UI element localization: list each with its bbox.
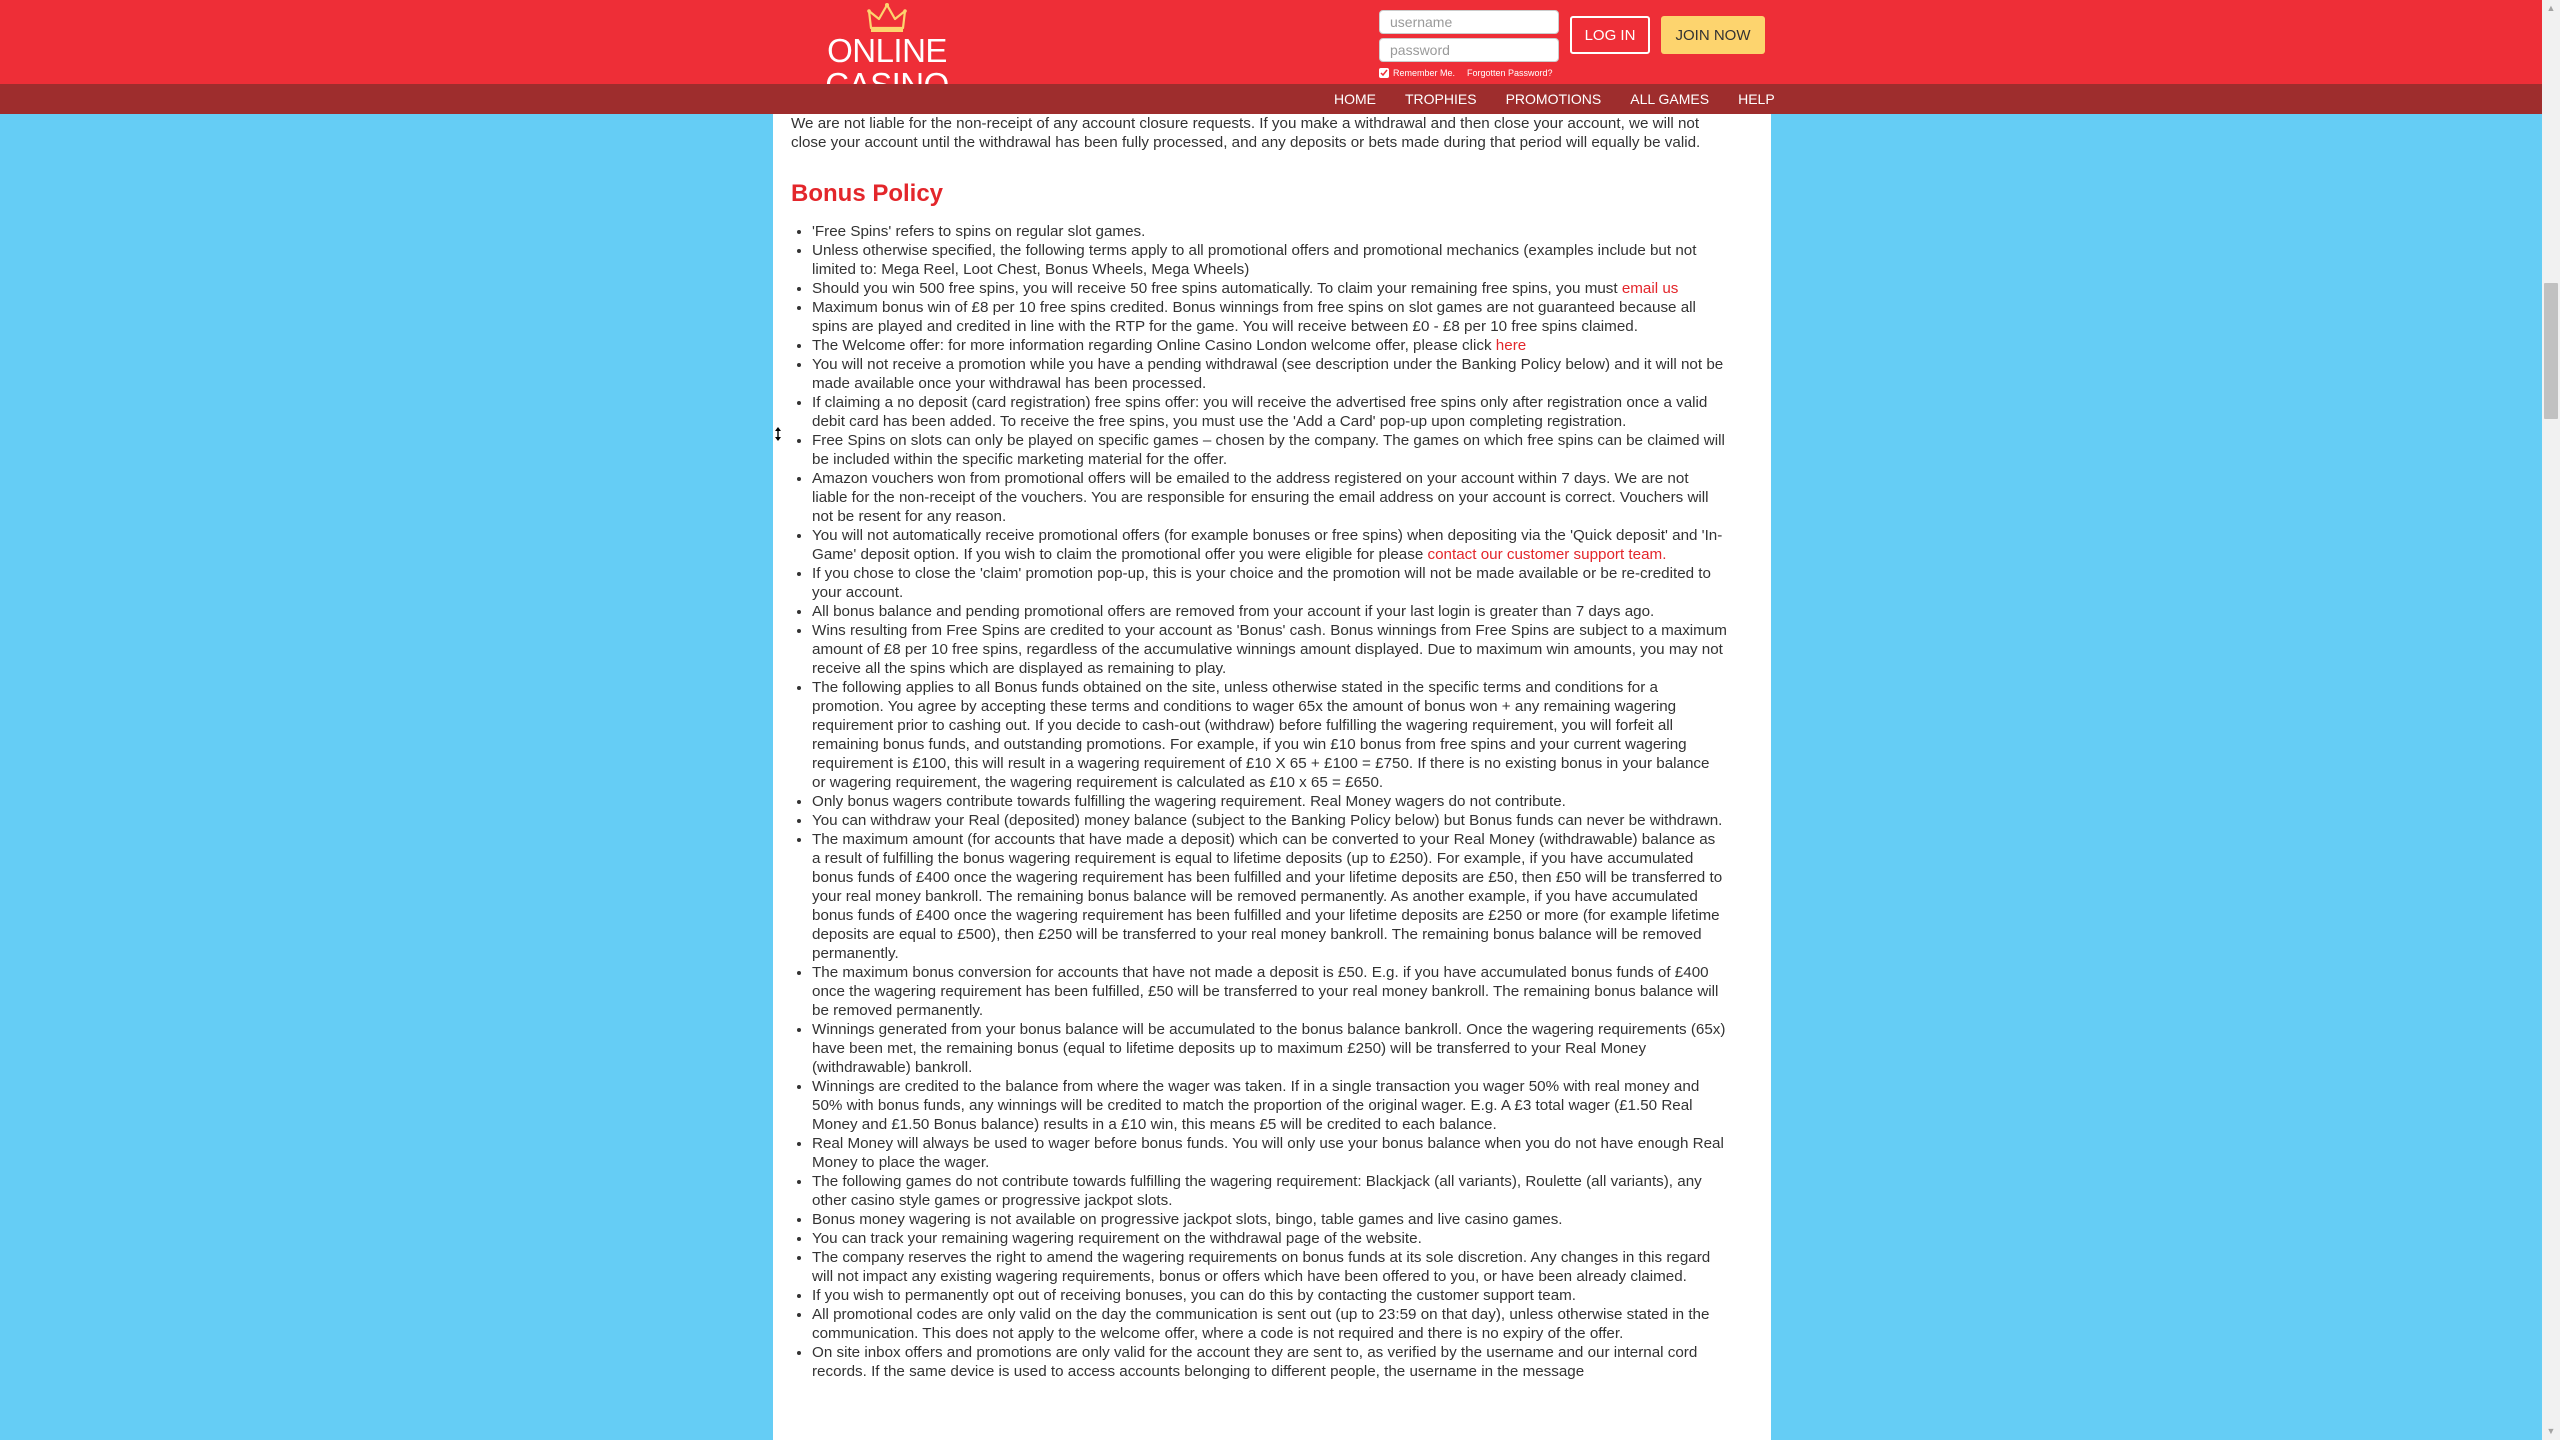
bonus-policy-item-link[interactable]: here	[1495, 337, 1527, 354]
bonus-policy-item	[812, 811, 1727, 830]
logo-brand-text: ONLINE	[827, 32, 947, 69]
nav-promotions[interactable]: PROMOTIONS	[1505, 91, 1602, 107]
crown-icon	[865, 2, 909, 34]
bonus-policy-item	[812, 1210, 1727, 1229]
scroll-up-arrow-icon[interactable]: ▲	[2546, 4, 2556, 14]
site-header	[0, 0, 2542, 84]
bonus-policy-item	[812, 602, 1727, 621]
forgot-password-link[interactable]: Forgotten Password?	[1467, 68, 1553, 78]
bonus-policy-item-text: Wins resulting from Free Spins are credited to your account as 'Bonus' cash. Bonus winnings from Free Spins are subject to a maximum amount of £8 per 10 free spins, regardless of the accumulative winnings amount displayed. Due to maximum win amounts, you may not receive all the spins which are displayed as remaining to play.	[812, 622, 1727, 677]
bonus-policy-item-link[interactable]: contact our customer support team.	[1427, 546, 1667, 563]
scroll-down-arrow-icon[interactable]: ▼	[2546, 1427, 2556, 1437]
bonus-policy-item-text: The Welcome offer: for more information regarding Online Casino London welcome offer, please click	[812, 337, 1496, 354]
bonus-policy-item-text: You will not receive a promotion while you have a pending withdrawal (see description under the Banking Policy below) and it will not be made available once your withdrawal has been processed.	[812, 356, 1724, 392]
bonus-policy-item-text: The maximum amount (for accounts that have made a deposit) which can be converted to your Real Money (withdrawable) balance as a result of fulfilling the bonus wagering requirement is equal to lifetime deposits (up to £250). For example, if you have accumulated bonus funds of £400 once the wagering requirement has been fulfilled and your lifetime deposits are £50, then £50 will be transferred to your real money bankroll. The remaining bonus balance will be removed permanently. As another example, if you have accumulated bonus funds of £400 once the wagering requirement has been fulfilled and your lifetime deposits are £250 or more (for example lifetime deposits are equal to £500), then £250 will be transferred to your real money bankroll. The remaining bonus balance will be removed permanently.	[812, 831, 1723, 962]
site-logo[interactable]	[780, 2, 994, 80]
bonus-policy-item-text: The maximum bonus conversion for accounts that have not made a deposit is £50. E.g. if you have accumulated bonus funds of £400 once the wagering requirement has been fulfilled, £50 will be transferred to your real money bankroll. The remaining bonus balance will be removed permanently.	[812, 964, 1719, 1019]
bonus-policy-item	[812, 963, 1727, 1020]
bonus-policy-item	[812, 393, 1727, 431]
bonus-policy-item	[812, 1172, 1727, 1210]
bonus-policy-item-text: If you wish to permanently opt out of receiving bonuses, you can do this by contacting the customer support team.	[812, 1287, 1577, 1304]
resize-cursor-icon	[772, 426, 784, 442]
bonus-policy-item	[812, 1248, 1727, 1286]
bonus-policy-item	[812, 1343, 1727, 1381]
nav-help[interactable]: HELP	[1738, 91, 1775, 107]
bonus-policy-item-text: Only bonus wagers contribute towards fulfilling the wagering requirement. Real Money wagers do not contribute.	[812, 793, 1566, 810]
login-button[interactable]: LOG IN	[1570, 16, 1650, 54]
bonus-policy-item-text: All promotional codes are only valid on the day the communication is sent out (up to 23:59 on that day), unless otherwise stated in the communication. This does not apply to the welcome offer, where a code is not required and there is no expiry of the offer.	[812, 1306, 1710, 1342]
login-form	[1379, 10, 1559, 80]
scrollbar-thumb[interactable]	[2544, 283, 2558, 419]
bonus-policy-item-text: Should you win 500 free spins, you will receive 50 free spins automatically. To claim your remaining free spins, you must	[812, 280, 1622, 297]
vertical-scrollbar[interactable]	[2542, 0, 2560, 1440]
bonus-policy-item	[812, 279, 1727, 298]
bonus-policy-item	[812, 431, 1727, 469]
bonus-policy-item	[812, 222, 1727, 241]
join-now-button[interactable]: JOIN NOW	[1661, 16, 1765, 54]
bonus-policy-item	[812, 241, 1727, 279]
bonus-policy-item-text: You will not automatically receive promotional offers (for example bonuses or free spins) when depositing via the 'Quick deposit' and 'In-Game' deposit option. If you wish to claim the promotional offer you were eligible for please	[812, 527, 1723, 563]
content-panel	[773, 114, 1771, 1440]
bonus-policy-item-text: All bonus balance and pending promotional offers are removed from your account if your last login is greater than 7 days ago.	[812, 603, 1655, 620]
bonus-policy-item-text: The following applies to all Bonus funds obtained on the site, unless otherwise stated in the specific terms and conditions for a promotion. You agree by accepting these terms and conditions to wager 65x the amount of bonus won + any remaining wagering requirement prior to cashing out. If you decide to cash-out (withdraw) before fulfilling the wagering requirement, you will forfeit all remaining bonus funds, and outstanding promotions. For example, if you win £10 bonus from free spins and your current wagering requirement is £100, this will result in a wagering requirement of £10 X 65 + £100 = £750. If there is no existing bonus in your balance or wagering requirement, the wagering requirement is calculated as £10 x 65 = £650.	[812, 679, 1710, 791]
main-nav	[0, 84, 2542, 114]
bonus-policy-item-text: If you chose to close the 'claim' promotion pop-up, this is your choice and the promotion will not be made available or be re-credited to your account.	[812, 565, 1711, 601]
bonus-policy-item-text: Bonus money wagering is not available on progressive jackpot slots, bingo, table games and live casino games.	[812, 1211, 1563, 1228]
bonus-policy-item	[812, 1286, 1727, 1305]
bonus-policy-heading: Bonus Policy	[791, 180, 944, 207]
bonus-policy-item-text: If claiming a no deposit (card registration) free spins offer: you will receive the advertised free spins only after registration once a valid debit card has been added. To receive the free spins, you must use the 'Add a Card' pop-up upon completing registration.	[812, 394, 1708, 430]
bonus-policy-item	[812, 1077, 1727, 1134]
check-icon	[1380, 69, 1388, 77]
bonus-policy-item-text: Real Money will always be used to wager before bonus funds. You will only use your bonus balance when you do not have enough Real Money to place the wager.	[812, 1135, 1724, 1171]
bonus-policy-item-text: The following games do not contribute towards fulfilling the wagering requirement: Blackjack (all variants), Roulette (all variants), any other casino style games or progressive jackpot slots.	[812, 1173, 1702, 1209]
bonus-policy-item	[812, 1134, 1727, 1172]
bonus-policy-item-text: Winnings generated from your bonus balance will be accumulated to the bonus balance bankroll. Once the wagering requirements (65x) have been met, the remaining bonus (equal to lifetime deposits up to maximum £250) will be transferred to your Real Money (withdrawable) bankroll.	[812, 1021, 1726, 1076]
bonus-policy-item	[812, 1305, 1727, 1343]
bonus-policy-item	[812, 526, 1727, 564]
bonus-policy-item	[812, 564, 1727, 602]
nav-trophies[interactable]: TROPHIES	[1405, 91, 1477, 107]
nav-home[interactable]: HOME	[1334, 91, 1376, 107]
remember-me-checkbox[interactable]	[1379, 68, 1389, 78]
bonus-policy-item-link[interactable]: email us	[1621, 280, 1679, 297]
bonus-policy-item	[812, 469, 1727, 526]
bonus-policy-item-text: Amazon vouchers won from promotional offers will be emailed to the address registered on your account within 7 days. We are not liable for the non-receipt of the vouchers. You are responsible for ensuring the email address on your account is correct. Vouchers will not be resent for any reason.	[812, 470, 1709, 525]
bonus-policy-item	[812, 1229, 1727, 1248]
remember-row	[1379, 66, 1559, 80]
bonus-policy-item-text: Unless otherwise specified, the following terms apply to all promotional offers and promotional mechanics (examples include but not limited to: Mega Reel, Loot Chest, Bonus Wheels, Mega Wheels)	[812, 242, 1697, 278]
bonus-policy-item-text: On site inbox offers and promotions are only valid for the account they are sent to, as verified by the username and our internal cord records. If the same device is used to access accounts belonging to different people, the username in the message	[812, 1344, 1698, 1380]
bonus-policy-item	[812, 1020, 1727, 1077]
bonus-policy-item-text: You can track your remaining wagering requirement on the withdrawal page of the website.	[812, 1230, 1422, 1247]
bonus-policy-item-text: Free Spins on slots can only be played on specific games – chosen by the company. The games on which free spins can be claimed will be included within the specific marketing material for the offer.	[812, 432, 1725, 468]
bonus-policy-item	[812, 621, 1727, 678]
bonus-policy-item-text: Winnings are credited to the balance from where the wager was taken. If in a single transaction you wager 50% with real money and 50% with bonus funds, any winnings will be credited to match the proportion of the original wager. E.g. A £3 total wager (£1.50 Real Money and £1.50 Bonus balance) results in a £10 win, this means £5 will be credited to each balance.	[812, 1078, 1700, 1133]
bonus-policy-item	[812, 336, 1727, 355]
bonus-policy-list	[791, 222, 1727, 1381]
bonus-policy-item	[812, 678, 1727, 792]
username-input[interactable]	[1379, 10, 1559, 34]
bonus-policy-item	[812, 355, 1727, 393]
bonus-policy-item-text: Maximum bonus win of £8 per 10 free spins credited. Bonus winnings from free spins on slot games are not guaranteed because all spins are played and credited in line with the RTP for the game. You will receive between £0 - £8 per 10 free spins claimed.	[812, 299, 1696, 335]
bonus-policy-item	[812, 830, 1727, 963]
terms-content	[791, 114, 1727, 1381]
intro-paragraph: We are not liable for the non-receipt of any account closure requests. If you make a withdrawal and then close your account, we will not close your account until the withdrawal has been fully processed, and any deposits or bets made during that period will equally be valid.	[791, 115, 1701, 151]
bonus-policy-item-text: The company reserves the right to amend the wagering requirements on bonus funds at its sole discretion. Any changes in this regard will not impact any existing wagering requirements, bonus or offers which have been offered to you, or have been already claimed.	[812, 1249, 1711, 1285]
bonus-policy-item	[812, 792, 1727, 811]
bonus-policy-item	[812, 298, 1727, 336]
bonus-policy-item-text: 'Free Spins' refers to spins on regular slot games.	[812, 223, 1146, 240]
bonus-policy-item-text: You can withdraw your Real (deposited) money balance (subject to the Banking Policy below) but Bonus funds can never be withdrawn.	[812, 812, 1723, 829]
remember-me-label[interactable]: Remember Me.	[1393, 68, 1456, 78]
nav-all-games[interactable]: ALL GAMES	[1630, 91, 1710, 107]
password-input[interactable]	[1379, 38, 1559, 62]
